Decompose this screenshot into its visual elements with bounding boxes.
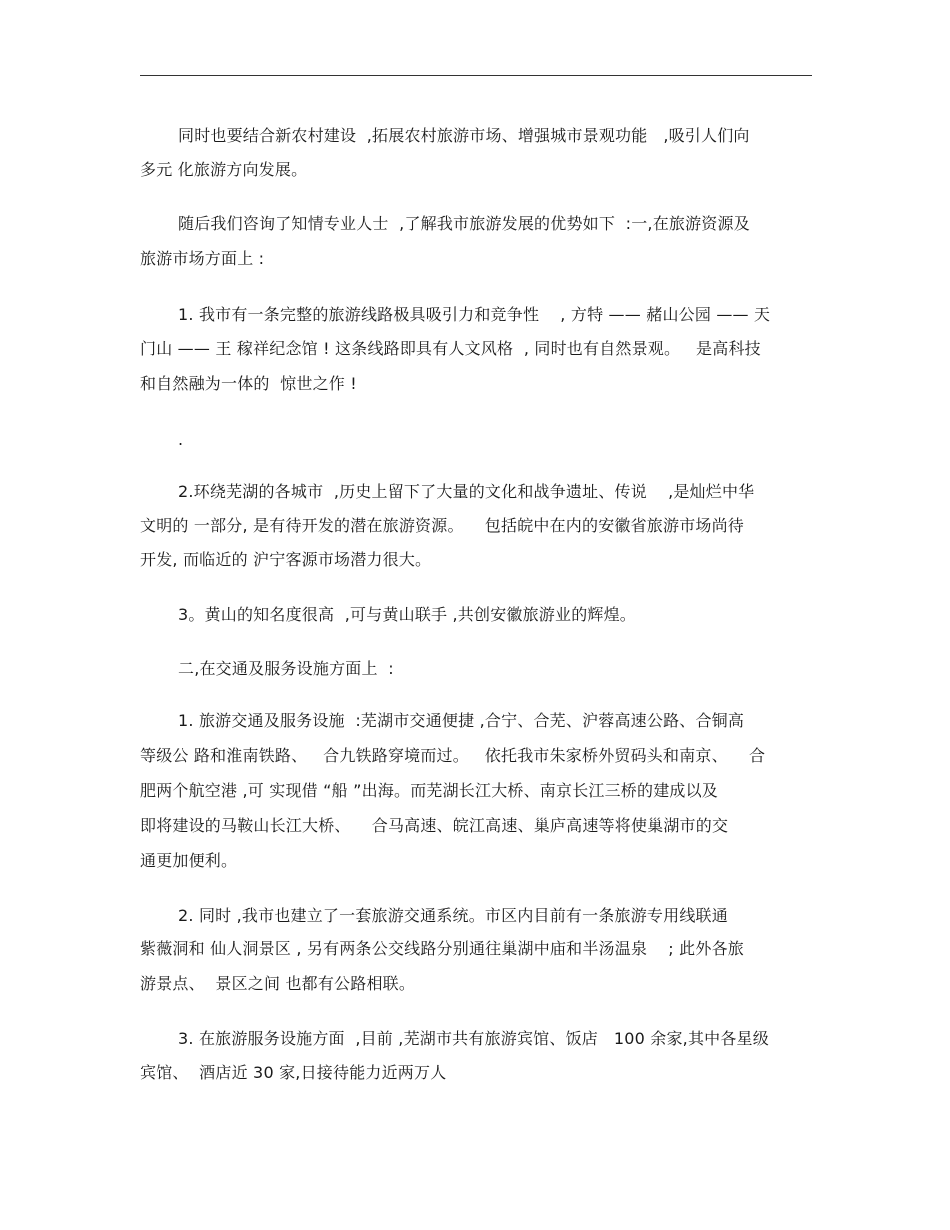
paragraph-8-line-2: 等级公 路和淮南铁路、 合九铁路穿境而过。 依托我市朱家桥外贸码头和南京、 合 xyxy=(140,746,766,765)
paragraph-5-line-1: 2.环绕芜湖的各城市 ,历史上留下了大量的文化和战争遗址、传说 ,是灿烂中华 xyxy=(178,482,755,501)
paragraph-1-line-2: 多元 化旅游方向发展。 xyxy=(140,160,308,179)
paragraph-5-line-2: 文明的 一部分, 是有待开发的潜在旅游资源。 包括皖中在内的安徽省旅游市场尚待 xyxy=(140,516,745,535)
paragraph-9-line-2: 紫薇洞和 仙人洞景区 , 另有两条公交线路分别通往巢湖中庙和半汤温泉 ; 此外各旅 xyxy=(140,939,744,958)
stray-dot: . xyxy=(178,430,184,449)
paragraph-3-line-1: 1. 我市有一条完整的旅游线路极具吸引力和竞争性 , 方特 —— 赭山公园 —— 天 xyxy=(178,305,771,324)
paragraph-5-line-3: 开发, 而临近的 沪宁客源市场潜力很大。 xyxy=(140,550,432,569)
section-heading-transport: 二,在交通及服务设施方面上 : xyxy=(178,659,394,678)
header-rule xyxy=(140,75,812,76)
paragraph-2-line-2: 旅游市场方面上 : xyxy=(140,249,265,268)
paragraph-6-line-1: 3。黄山的知名度很高 ,可与黄山联手 ,共创安徽旅游业的辉煌。 xyxy=(178,605,637,624)
paragraph-3-line-2: 门山 —— 王 稼祥纪念馆 ! 这条线路即具有人文风格 , 同时也有自然景观。 是高科技 xyxy=(140,339,761,358)
paragraph-2-line-1: 随后我们咨询了知情专业人士 ,了解我市旅游发展的优势如下 :一,在旅游资源及 xyxy=(178,214,750,233)
paragraph-1-line-1: 同时也要结合新农村建设 ,拓展农村旅游市场、增强城市景观功能 ,吸引人们向 xyxy=(178,126,750,145)
paragraph-8-line-4: 即将建设的马鞍山长江大桥、 合马高速、皖江高速、巢庐高速等将使巢湖市的交 xyxy=(140,816,729,835)
paragraph-10-line-2: 宾馆、 酒店近 30 家,日接待能力近两万人 xyxy=(140,1063,447,1082)
paragraph-8-line-5: 通更加便利。 xyxy=(140,851,238,870)
paragraph-8-line-1: 1. 旅游交通及服务设施 :芜湖市交通便捷 ,合宁、合芜、沪蓉高速公路、合铜高 xyxy=(178,711,745,730)
paragraph-10-line-1: 3. 在旅游服务设施方面 ,目前 ,芜湖市共有旅游宾馆、饭店 100 余家,其中各星级 xyxy=(178,1029,769,1048)
paragraph-3-line-3: 和自然融为一体的 惊世之作 ! xyxy=(140,374,357,393)
paragraph-8-line-3: 肥两个航空港 ,可 实现借 “船 ”出海。而芜湖长江大桥、南京长江三桥的建成以及 xyxy=(140,781,719,800)
paragraph-9-line-3: 游景点、 景区之间 也都有公路相联。 xyxy=(140,974,416,993)
paragraph-9-line-1: 2. 同时 ,我市也建立了一套旅游交通系统。市区内目前有一条旅游专用线联通 xyxy=(178,906,728,925)
